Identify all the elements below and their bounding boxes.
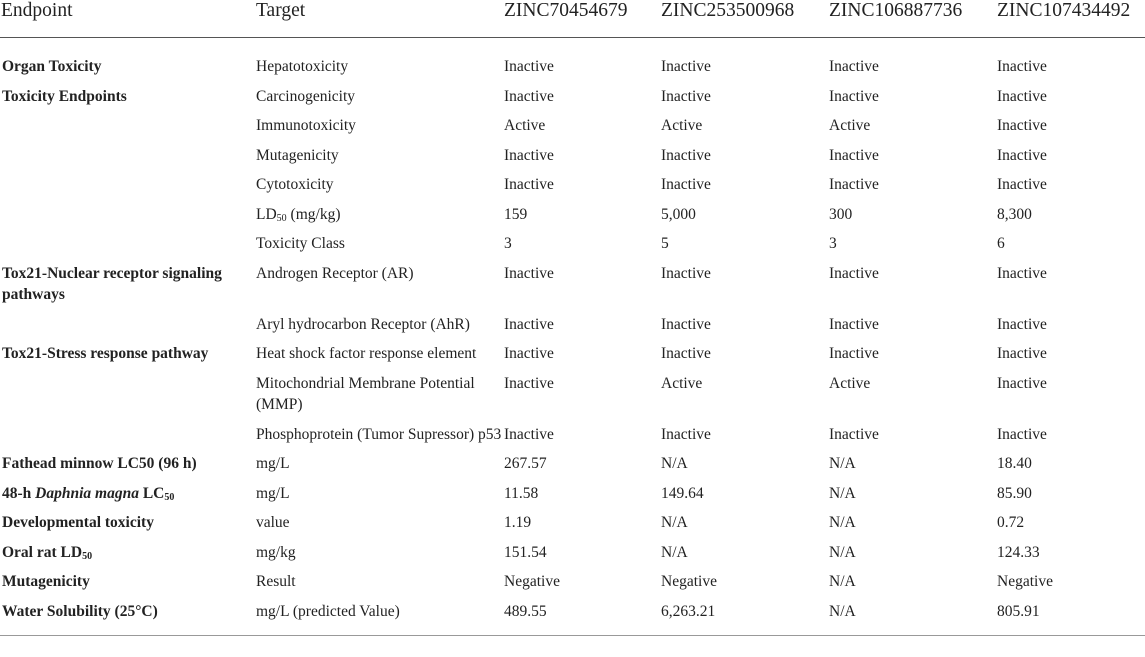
table-row: [0, 314, 1145, 344]
value-cell: Negative: [997, 573, 1053, 590]
endpoint-text: 48-h: [2, 484, 36, 502]
endpoint-cell: [0, 314, 256, 344]
target-cell: Result: [256, 573, 296, 590]
value-cell: Active: [661, 374, 703, 392]
value-cell: Inactive: [504, 345, 554, 362]
endpoint-cell: Fathead minnow LC50 (96 h): [2, 455, 197, 472]
value-cell: 300: [829, 205, 853, 223]
target-cell: Immunotoxicity: [256, 117, 356, 134]
value-cell: Inactive: [504, 87, 554, 105]
target-cell: Mitochondrial Membrane Potential (MMP): [256, 374, 475, 413]
target-cell: value: [256, 514, 290, 531]
table-row: [0, 424, 1145, 454]
value-cell: 151.54: [504, 543, 547, 561]
value-cell: Inactive: [997, 374, 1047, 392]
value-cell: N/A: [829, 484, 856, 502]
header-row: [0, 0, 1145, 38]
value-cell: Inactive: [829, 176, 879, 193]
value-cell: Inactive: [661, 345, 711, 362]
endpoint-cell: Developmental toxicity: [2, 514, 154, 531]
table-row: [0, 174, 1145, 204]
value-cell: Inactive: [504, 58, 554, 75]
endpoint-cell: Mutagenicity: [2, 573, 90, 590]
value-cell: Inactive: [829, 315, 879, 333]
endpoint-cell: Tox21-Stress response pathway: [2, 345, 209, 362]
value-cell: 5: [661, 235, 669, 252]
value-cell: 267.57: [504, 455, 547, 472]
endpoint-cell: [0, 204, 256, 234]
value-cell: Inactive: [997, 264, 1047, 282]
value-cell: Active: [829, 374, 871, 392]
value-cell: 489.55: [504, 601, 661, 636]
value-cell: 6,263.21: [661, 601, 829, 636]
value-cell: 159: [504, 205, 528, 223]
target-cell: Hepatotoxicity: [256, 58, 349, 75]
table-row: [0, 343, 1145, 373]
header-compound-2: ZINC253500968: [661, 0, 829, 38]
value-cell: Active: [829, 117, 871, 134]
value-cell: Active: [661, 117, 703, 134]
value-cell: 1.19: [504, 514, 532, 531]
value-cell: Inactive: [829, 345, 879, 362]
table-row: [0, 571, 1145, 601]
endpoint-cell: Water Solubility (25°C): [0, 601, 256, 636]
endpoint-text: LC: [138, 484, 165, 502]
subscript: 50: [164, 491, 175, 503]
endpoint-cell: [0, 424, 256, 454]
value-cell: Inactive: [829, 146, 879, 164]
target-cell: Cytotoxicity: [256, 176, 334, 193]
table-row: [0, 86, 1145, 116]
value-cell: Inactive: [504, 374, 554, 392]
value-cell: N/A: [829, 514, 856, 531]
target-text: LD: [256, 205, 277, 223]
value-cell: 85.90: [997, 484, 1032, 502]
value-cell: 8,300: [997, 205, 1032, 223]
value-cell: Inactive: [661, 146, 711, 164]
value-cell: 5,000: [661, 205, 696, 223]
endpoint-cell: [0, 373, 256, 424]
value-cell: Inactive: [829, 264, 879, 282]
target-cell: Phosphoprotein (Tumor Supressor) p53: [256, 425, 502, 443]
table-row: [0, 204, 1145, 234]
target-cell: mg/L: [256, 484, 290, 502]
value-cell: Inactive: [661, 264, 711, 282]
endpoint-text: Oral rat LD: [2, 543, 83, 561]
target-cell: [256, 204, 504, 234]
endpoint-cell: Toxicity Endpoints: [2, 87, 127, 105]
value-cell: 11.58: [504, 484, 539, 502]
endpoint-cell: [0, 174, 256, 204]
table-row: [0, 483, 1145, 513]
target-cell: mg/L (predicted Value): [256, 601, 504, 636]
endpoint-cell: Tox21-Nuclear receptor signaling pathways: [2, 264, 222, 303]
target-cell: mg/L: [256, 455, 290, 472]
endpoint-cell: Organ Toxicity: [2, 58, 102, 75]
header-compound-3: ZINC106887736: [829, 0, 997, 38]
target-cell: Toxicity Class: [256, 235, 345, 252]
value-cell: Active: [504, 117, 546, 134]
value-cell: Inactive: [504, 176, 554, 193]
target-cell: Mutagenicity: [256, 146, 339, 164]
target-cell: Androgen Receptor (AR): [256, 264, 414, 282]
value-cell: Inactive: [997, 176, 1047, 193]
value-cell: N/A: [829, 543, 856, 561]
value-cell: Inactive: [997, 87, 1047, 105]
value-cell: Inactive: [504, 315, 554, 333]
value-cell: N/A: [829, 455, 856, 472]
value-cell: 3: [504, 235, 512, 252]
value-cell: 0.72: [997, 514, 1025, 531]
table-row: [0, 233, 1145, 263]
value-cell: Negative: [504, 573, 560, 590]
value-cell: Inactive: [997, 58, 1047, 75]
value-cell: Inactive: [997, 345, 1047, 362]
value-cell: Negative: [661, 573, 717, 590]
value-cell: Inactive: [661, 87, 711, 105]
value-cell: 805.91: [997, 601, 1145, 636]
value-cell: 6: [997, 235, 1005, 252]
endpoint-cell: [0, 145, 256, 175]
value-cell: 149.64: [661, 484, 704, 502]
table-row: [0, 263, 1145, 314]
header-target: Target: [256, 0, 504, 38]
value-cell: N/A: [829, 601, 997, 636]
value-cell: Inactive: [661, 425, 711, 443]
value-cell: Inactive: [661, 58, 711, 75]
subscript: 50: [276, 212, 287, 224]
table-row: [0, 145, 1145, 175]
table-row: [0, 512, 1145, 542]
value-cell: Inactive: [997, 315, 1047, 333]
header-endpoint: Endpoint: [0, 0, 256, 38]
value-cell: Inactive: [504, 425, 554, 443]
target-cell: Heat shock factor response element: [256, 345, 477, 362]
endpoint-cell: [0, 483, 256, 513]
table-row: [0, 601, 1145, 636]
value-cell: Inactive: [829, 58, 879, 75]
value-cell: Inactive: [661, 176, 711, 193]
value-cell: Inactive: [504, 146, 554, 164]
value-cell: N/A: [661, 543, 688, 561]
value-cell: Inactive: [997, 425, 1047, 443]
value-cell: Inactive: [661, 315, 711, 333]
value-cell: N/A: [829, 573, 856, 590]
subscript: 50: [82, 550, 93, 562]
table-row: [0, 542, 1145, 572]
header-compound-4: ZINC107434492: [997, 0, 1145, 38]
value-cell: 18.40: [997, 455, 1032, 472]
target-cell: Aryl hydrocarbon Receptor (AhR): [256, 315, 470, 333]
value-cell: Inactive: [829, 425, 879, 443]
value-cell: Inactive: [504, 264, 554, 282]
table-row: [0, 115, 1145, 145]
target-cell: mg/kg: [256, 543, 296, 561]
value-cell: 3: [829, 235, 837, 252]
table-row: [0, 56, 1145, 86]
table-row: [0, 373, 1145, 424]
endpoint-cell: [0, 542, 256, 572]
value-cell: Inactive: [997, 117, 1047, 134]
value-cell: N/A: [661, 514, 688, 531]
endpoint-cell: [0, 233, 256, 263]
header-compound-1: ZINC70454679: [504, 0, 661, 38]
endpoint-cell: [0, 115, 256, 145]
table-row: [0, 453, 1145, 483]
value-cell: 124.33: [997, 543, 1040, 561]
species-name: Daphnia magna: [35, 484, 139, 502]
target-cell: Carcinogenicity: [256, 87, 355, 105]
value-cell: Inactive: [997, 146, 1047, 164]
value-cell: N/A: [661, 455, 688, 472]
target-text: (mg/kg): [286, 205, 341, 223]
value-cell: Inactive: [829, 87, 879, 105]
